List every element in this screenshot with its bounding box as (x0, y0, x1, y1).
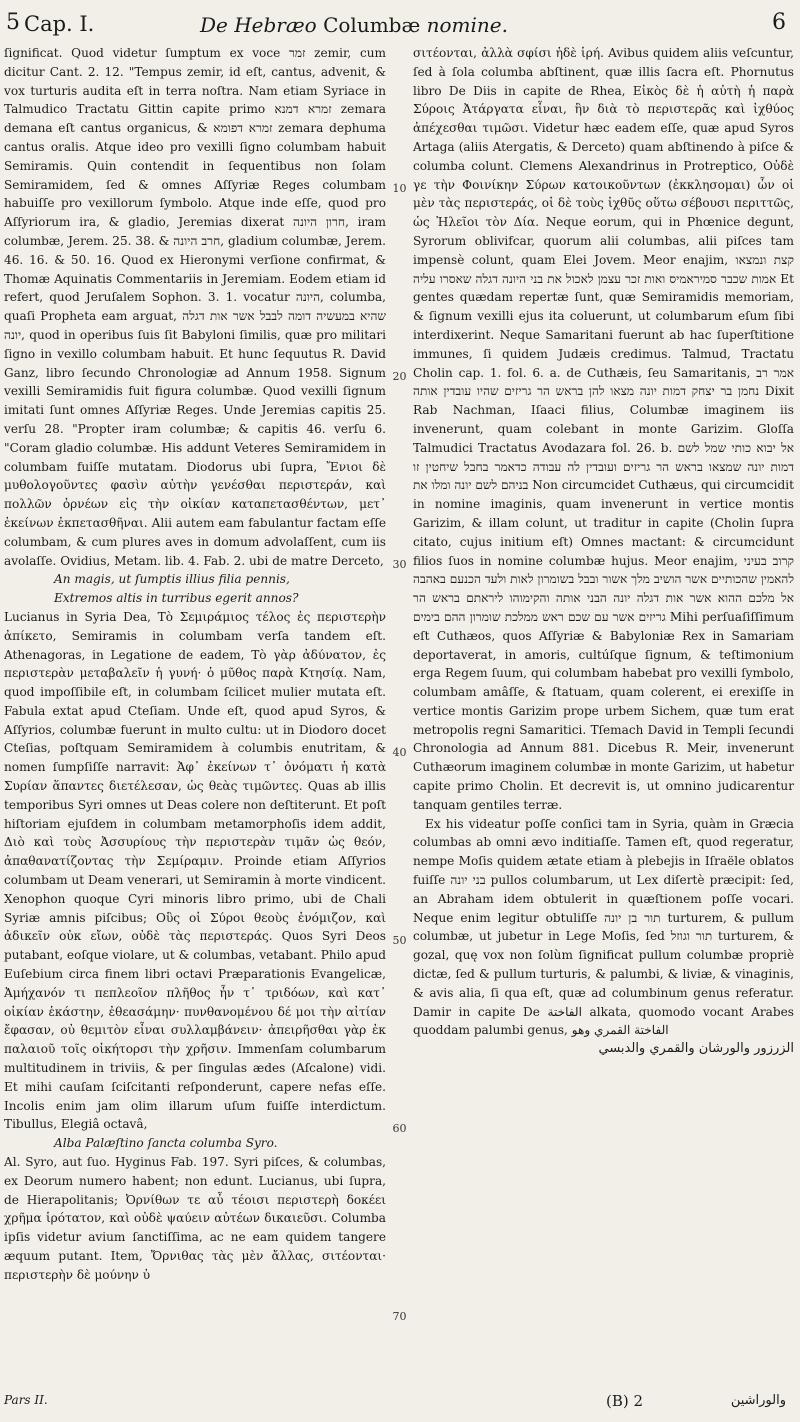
line-number: 10 (392, 182, 407, 195)
line-number: 20 (392, 370, 407, 383)
arabic-line: الزرزور والورشان والقمري والدبسي (598, 1041, 794, 1057)
running-title-part-2: Columbæ (323, 13, 421, 37)
right-paragraph-1: σιτέονται, ἀλλὰ σφίσι ἡδὲ ἱρή. Avibus quidem aliis veſcuntur, ſed à ſola columba abſtinent, quæ illis ſacra eſt. Phornutus libro De Diis in capite de Rhea, Εἰκὸς δὲ ἡ αὐτὴ ἡ παρὰ Σύροις Ἀτάργατα εἶναι, ἣν διὰ τὸ περιστερᾶς καὶ ἰχθύος ἀπέχεσθαι τιμῶσι. Videtur hæc eadem eſſe, quæ apud Syros Artaga (aliis Atergatis, & Derceto) quam abſtinendo à piſce & columba colunt. Clemens Alexandrinus in Protreptico, Οὐδὲ γε τὴν Φοινίκην Σύρων κατοικοῦντων (ἐκκλησομαι) ὧν οἱ μὲν τὰς περιστεράς, οἱ δὲ τοὺς ἰχθῦς οὕτω σέβουσι περιττῶς, ὡς Ἠλεῖοι τὸν Δία. Neque eorum, qui in Phœnice degunt, Syrorum oblivifcar, quorum alii columbas, alii piſces tam impensè colunt, quam Elei Jovem. Meor enajim, קצת ונמצאו אמות שכבר סמיראמיס ואות זכר עצמן לאכול את בני היונה דגלה שאסרו עליה Et gentes quædam repertæ ſunt, quæ Semiramidis memoriam, & ſignum vexilli ejus ita coluerunt, ut columbarum eſum ſibi interdixerint. Neque Samaritani fuerunt ab hac ſuperſtitione immunes, ſi quidem Judæis credimus. Talmud, Tractatu Cholin cap. 1. fol. 6. a. de Cuthæis, ſeu Samaritanis, אמר רב נחמן בר יצחק דמות יונה מצאו להן בראש הר גריזים שהיו עובדין אותה Dixit Rab Nachman, Iſaaci filius, Columbæ imaginem iis invenerunt, quam colebant in monte Garizim. Gloſſa Talmudici Tractatus Avodazara fol. 26. b. אל יבוא כותי שמל לשם דמות יונה שמצאו בראש הר גריזים ועובדין לה עבודה כדאמר בחבל שיחטין זו בניהם לשם יונה ומלו את Non circumcidet Cuthæus, qui circumcidit in nomine imaginis, quam invenerunt in vertice montis Garizim, & illam colunt, ut traditur in capite (Cholin ſupra citato, cujus initium eſt) Omnes mactant: & circumcidunt filios ſuos in nomine columbæ hujus. Meor enajim, קרוב בעיני להאמין שהכותיים אשר הושיב מלך אשור ובבל בשומרון לאות ולעד הכנעם באהבה אל מלכם ההוא אשר אות דגלה יונה הבני אותה והקימוהו ליראתם בראש הר גריזים אשר עם שכם ראש ממלכת שומרון ההם בימים Mihi perſuaſiſſimum eſt Cuthæos, quos Aſſyriæ & Babyloniæ Rex in Samariam deportaverat, in amoris, cultúſque ſignum, & teſtimonium erga Regem ſuum, qui columbam habebat pro vexilli ſymbolo, columbam amâſſe, & ſtatuam, quam colerent, ei erexiſſe in vertice montis Garizim prope urbem Sichem, quæ tum erat metropolis regni Samaritici. Tſemach David in Templi ſecundi Chronologia ad Annum 881. Dicebus R. Meir, invenerunt Cuthæorum imaginem columbæ in monte Garizim, ut habetur capite primo Cholin. Et decrevit is, ut omnino judicarentur tanquam gentiles terræ. (413, 46, 795, 812)
running-title (200, 13, 508, 37)
verse-line: Alba Palæſtino ſancta columba Syro. (54, 1136, 278, 1151)
running-title-part-3: nomine. (426, 13, 508, 37)
line-number: 40 (392, 746, 407, 759)
line-number: 50 (392, 934, 407, 947)
left-paragraph-3: Al. Syro, aut ſuo. Hyginus Fab. 197. Syri piſces, & columbas, ex Deorum numero habent; non edunt. Lucianus, ubi ſupra, de Hierapolitanis; Ὀρνίθων τε αὖ τέοισι περιστερὴ δοκέει χρῆμα ἱρότατον, καὶ οὐδὲ ψαύειν αὐτέων δικαιεῦσι. Columba ipſis videtur avium ſanctiſſima, ac ne eam quidem tangere æquum putant. Item, Ὄρνιθας τὰς μὲν ἄλλας, σιτέονται· περιστερὴν δὲ μούνην ὐ (4, 1155, 386, 1282)
column-number: 6 (772, 10, 786, 35)
line-number: 30 (392, 558, 407, 571)
signature-mark: (B) 2 (606, 1392, 644, 1410)
chapter-label: Cap. I. (24, 12, 95, 36)
line-number: 70 (392, 1310, 407, 1323)
line-number: 60 (392, 1122, 407, 1135)
left-paragraph-2: Lucianus in Syria Dea, Τὸ Σεμιράμιος τέλος ἐς περιστερὴν ἀπίκετο, Semiramis in columbam verſa tandem eſt. Athenagoras, in Legatione de eadem, Τὸ γὰρ ἀδύνατον, ἐς περιστερὰν μεταβαλεῖν ἡ γυνή· ὁ μῦθος παρὰ Κτησίᾳ. Nam, quod impoſſibile eſt, in columbam ſcilicet mulier mutata eſt. Fabula extat apud Cteſiam. Unde eſt, quod apud Syros, & Aſſyrios, columbæ fuerunt in multo cultu: ut in Diodoro docet Cteſias, poſtquam Semiramidem à columbis enutritam, & nomen ſumpſiſſe narravit: Ἀφ᾽ ἐκείνων τ᾽ ὀνόματι ἡ κατὰ Συρίαν ἅπαντες διετέλεσαν, ὡς θεὰς τιμῶντες. Quas ab illis temporibus Syri omnes ut Deas colere non deſtiterunt. Et poſt hiſtoriam ejuſdem in columbam metamorphoſis idem addit, Διὸ καὶ τοὺς Ἀσσυρίους τὴν περιστερὰν τιμᾶν ὡς θεόν, ἀπαθανατίζοντας τὴν Σεμίραμιν. Proinde etiam Aſſyrios columbam ut Deam venerari, ut Semiramin à morte vindicent. Xenophon quoque Cyri minoris libro primo, ubi de Chali Syriæ amnis piſcibus; Οὓς οἱ Σύροι θεοὺς ἐνόμιζον, καὶ ἀδικεῖν οὐκ εἴων, οὐδὲ τὰς περιστεράς. Quos Syri Deos putabant, eoſque violare, ut & columbas, vetabant. Philo apud Euſebium circa finem libri octavi Præparationis Evangelicæ, Ἀμήχανόν τι πεπλεοῖον πλῆθος ἦν τ᾽ τριδόων, καὶ κατ᾽ οἰκίαν ἑκάστην, ἐθεασάμην· πυνθανομένου δέ μοι τὴν αἰτίαν ἔφασαν, οὐ θεμιτὸν εἶναι συλλαμβάνειν· ἀπειρῆσθαι γὰρ ἐκ παλαιοῦ τοῖς οἰκήτορσι τὴν χρῆσιν. Immenſam columbarum multitudinem in triviis, & per ſingulas ædes (Aſcalone) vidi. Et mihi cauſam ſciſcitanti reſponderunt, capere nefas eſſe. Incolis enim jam olim illarum uſum fuiſſe interdictum. Tibullus, Elegiâ octavâ, (4, 609, 386, 1132)
page-number: 5 (6, 10, 20, 35)
left-column (4, 44, 386, 1285)
right-paragraph-2: Ex his videatur poſſe conſici tam in Syria, quàm in Græcia columbas ab omni ævo inditiaſſe. Tamen eſt, quod regeratur, nempe Moſis quidem ætate etiam à plebejis in Iſraële oblatos fuiſſe בני יונה pullos columbarum, ut Lex diſertè præcipit: ſed, an Abraham idem obtulerit in quæſtionem poſſe vocari. Neque enim legitur obtuliſſe תור בן יונה turturem, & pullum columbæ, ut jubetur in Lege Moſis, ſed תור וגוזל turturem, & gozal, quę vox non ſolùm ſignificat pullum columbæ propriè dictæ, ſed & pullum turturis, & palumbi, & liviæ, & vinaginis, & avis alia, ſi qua eſt, quæ ad columbinum genus referatur. Damir in capite De الفاختة alkata, quomodo vocant Arabes quoddam palumbi genus, الفاختة القمري وهو (413, 816, 794, 1038)
right-column (413, 44, 794, 1059)
running-title-part-1: De Hebræo (200, 13, 317, 37)
left-paragraph-1: ſignificat. Quod videtur ſumptum ex voce זמר zemir, cum dicitur Cant. 2. 12. "Tempus zemir, id eſt, cantus, advenit, & vox turturis audita eſt in terra noſtra. Nam etiam Syriace in Talmudico Tractatu Gittin capite primo זמרא דמנא zemara demana eſt cantus organicus, & זמרא דפומא zemara dephuma cantus oralis. Atque ideo pro vexilli ſigno columbam habuit Semiramis. Quin contendit in ſequentibus non ſolam Semiramidem, ſed & omnes Aſſyriæ Reges columbam habuiſſe pro vexillorum ſymbolo. Atque inde eſſe, quod pro Aſſyriorum ira, & gladio, Jeremias dixerat חרון היונה, iram columbæ, Jerem. 25. 38. & חרב היונה, gladium columbæ, Jerem. 46. 16. & 50. 16. Quod ex Hieronymi verſione confirmat, & Thomæ Aquinatis Commentariis in Jeremiam. Eodem etiam id refert, quod Jeruſalem Sophon. 3. 1. vocatur היונה, columba, quaſi Propheta eam arguat, שהיא במעשיה דומה לבבל אשר אות דגלה יונה, quod in operibus ſuis ſit Babyloni ſimilis, quæ pro militari ſigno in vexillo columbam habuit. Et hunc ſequutus R. David Ganz, libro ſecundo Chronologiæ ad Annum 1958. Signum vexilli Semiramidis fuit figura columbæ. Quod vexilli ſignum imitati ſunt omnes Aſſyriæ Reges. Unde Jeremias capitis 25. verſu 28. "Propter iram columbæ; & capitis 46. verſu 6. "Coram gladio columbæ. His addunt Veteres Semiramidem in columbam fuiſſe mutatam. Diodorus ubi ſupra, Ἔνιοι δὲ μυθολογοῦντες φασὶν αὐτὴν γενέσθαι περιστεράν, καὶ πολλῶν ὀρνέων εἰς τὴν οἰκίαν καταπετασθέντων, μετ᾽ ἐκείνων ἐκπετασθῆναι. Alii autem eam fabulantur factam eſſe columbam, & cum plures aves in domum advolaſſent, cum iis avolaſſe. Ovidius, Metam. lib. 4. Fab. 2. ubi de matre Derceto, (4, 46, 387, 568)
line-number-gutter (386, 44, 413, 1374)
catchword-left: Pars II. (4, 1393, 48, 1407)
verse-line: Extremos altis in turribus egerit annos? (54, 591, 299, 606)
catchword-right: والوراشين (730, 1393, 786, 1408)
verse-line: An magis, ut ſumptis illius filia pennis, (54, 572, 290, 587)
running-header (0, 6, 800, 40)
